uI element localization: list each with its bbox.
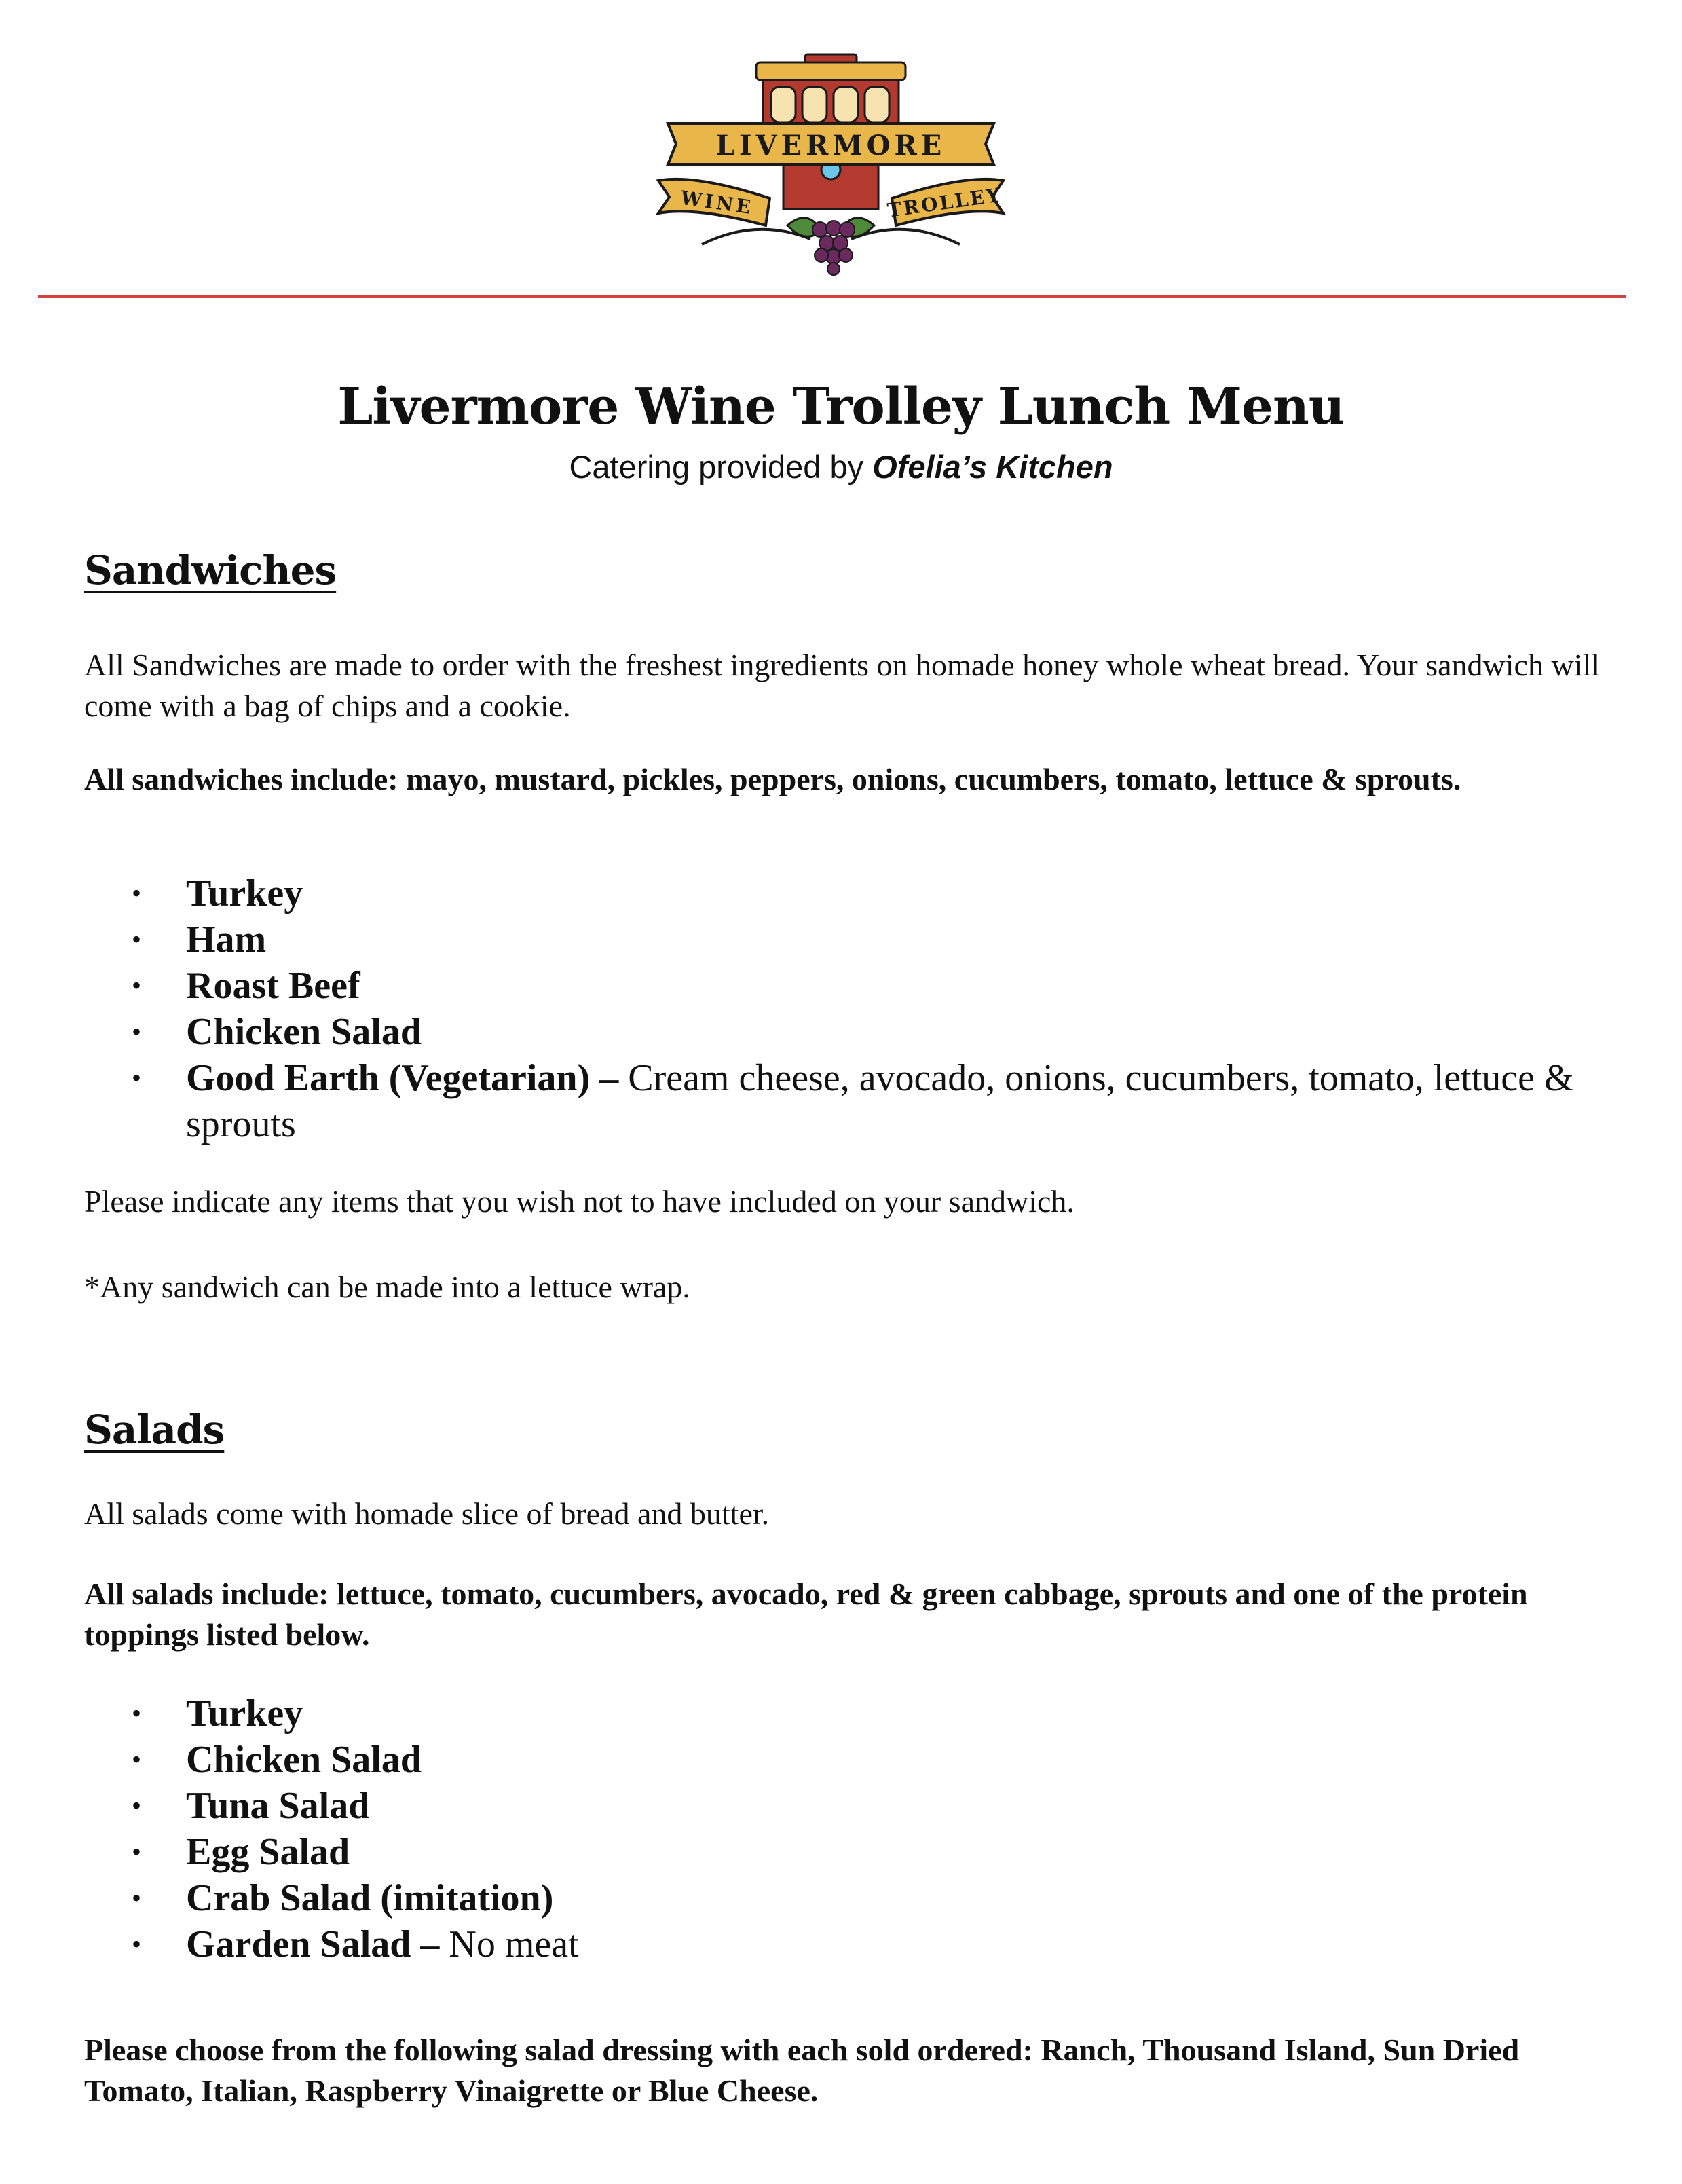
page-subtitle — [0, 448, 1682, 485]
salads-includes: All salads include: lettuce, tomato, cucumbers, avocado, red & green cabbage, sprouts and one of the protein toppings listed below. — [84, 1576, 1528, 1652]
page-title: Livermore Wine Trolley Lunch Menu — [337, 377, 1345, 436]
item-name: Egg Salad — [186, 1831, 350, 1873]
salads-heading: Salads — [84, 1407, 225, 1453]
salads-intro: All salads come with homade slice of bread and butter. — [84, 1496, 770, 1531]
item-name: Turkey — [186, 872, 303, 914]
header-divider — [38, 295, 1626, 298]
logo-right-text: TROLLEY — [886, 183, 1004, 222]
list-item — [84, 1875, 1611, 1921]
logo-left-text: WINE — [679, 186, 755, 219]
item-name: Crab Salad (imitation) — [186, 1877, 554, 1919]
salad-list — [84, 1690, 1611, 1967]
list-item — [84, 1921, 1611, 1967]
list-item — [84, 1783, 1611, 1829]
livermore-wine-trolley-logo — [654, 48, 1007, 278]
sandwiches-wrap-note: *Any sandwich can be made into a lettuce wrap. — [84, 1270, 690, 1304]
list-item — [84, 870, 1611, 917]
item-name: Roast Beef — [186, 965, 360, 1007]
item-name: Ham — [186, 919, 267, 961]
sandwiches-intro: All Sandwiches are made to order with the freshest ingredients on homade honey whole wheat bread. Your sandwich will come with a bag of chips and a cookie. — [84, 648, 1600, 723]
subtitle-prefix: Catering provided by — [569, 449, 873, 485]
list-item — [84, 917, 1611, 963]
sandwich-list — [84, 870, 1611, 1147]
item-name: Garden Salad – — [186, 1923, 449, 1965]
list-item — [84, 963, 1611, 1009]
item-name: Tuna Salad — [186, 1785, 370, 1827]
salad-dressing-note: Please choose from the following salad dressing with each sold ordered: Ranch, Thousand Island, Sun Dried Tomato, Italian, Raspberry Vinaigrette or Blue Cheese. — [84, 2033, 1520, 2108]
item-desc: Cream cheese, avocado, onions, cucumbers, tomato, lettuce & sprouts — [186, 1057, 1574, 1145]
sandwiches-heading: Sandwiches — [84, 547, 337, 593]
sandwiches-note: Please indicate any items that you wish not to have included on your sandwich. — [84, 1184, 1074, 1219]
list-item — [84, 1055, 1611, 1147]
list-item — [84, 1009, 1611, 1055]
caterer-name: Ofelia’s Kitchen — [872, 449, 1113, 485]
item-name: Good Earth (Vegetarian) – — [186, 1057, 629, 1099]
list-item — [84, 1737, 1611, 1783]
item-name: Chicken Salad — [186, 1011, 422, 1053]
list-item — [84, 1690, 1611, 1737]
sandwiches-includes: All sandwiches include: mayo, mustard, pickles, peppers, onions, cucumbers, tomato, lettuce & sprouts. — [84, 762, 1461, 796]
item-name: Chicken Salad — [186, 1739, 422, 1781]
item-name: Turkey — [186, 1692, 303, 1735]
logo-top-text: LIVERMORE — [715, 130, 946, 162]
list-item — [84, 1829, 1611, 1875]
item-desc: No meat — [449, 1923, 579, 1965]
